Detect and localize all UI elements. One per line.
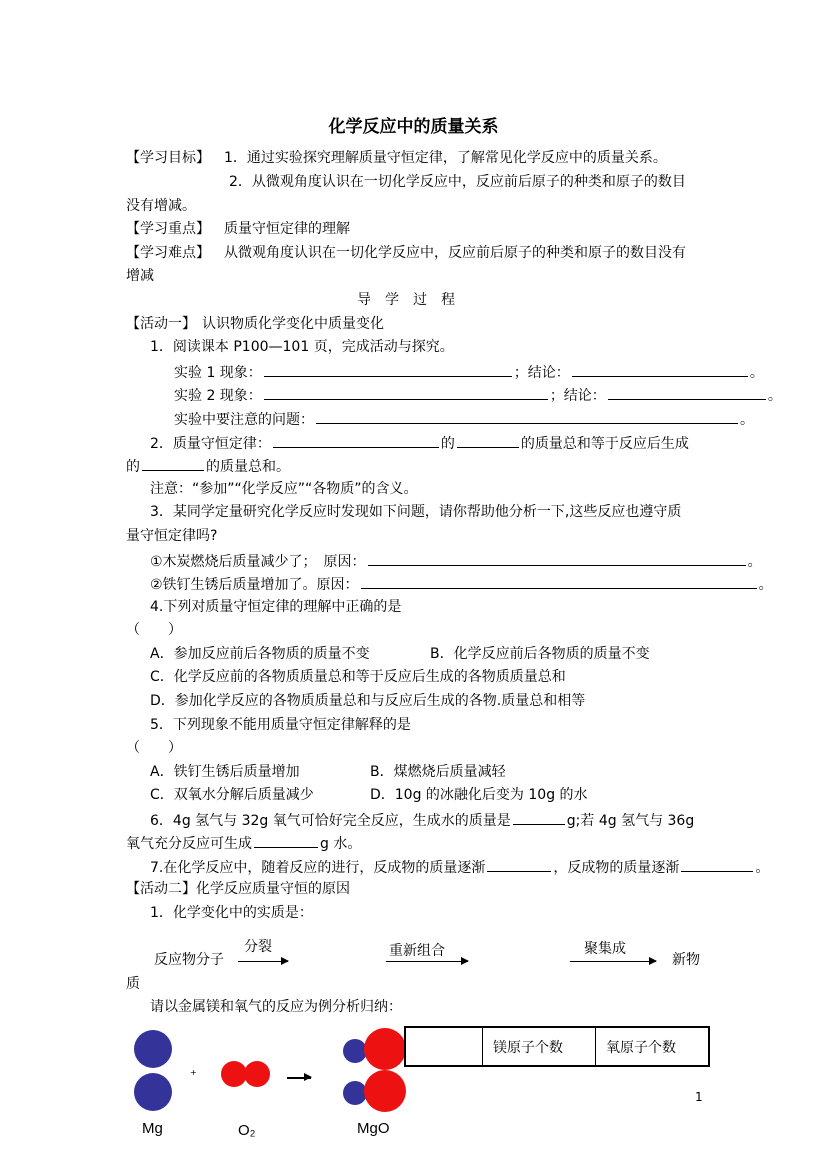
mg-atom-1: [134, 1030, 172, 1068]
mg-atom-2: [134, 1073, 172, 1111]
goals-item-2a: 2．从微观角度认识在一切化学反应中，反应前后原子的种类和原子的数目: [229, 174, 686, 190]
q2-blank-1[interactable]: [273, 433, 439, 448]
exp2-line: [174, 385, 782, 405]
exp2-conclusion-label: ；结论：: [549, 388, 606, 404]
q7-blank-1[interactable]: [487, 857, 551, 872]
q6-text-d: g 水。: [320, 836, 362, 852]
flow-arrow-1: [238, 961, 288, 962]
q3-item-1: [150, 551, 762, 571]
table-cell-empty[interactable]: [405, 1027, 483, 1066]
flow-start: 反应物分子: [154, 952, 224, 968]
flow-recombine-label: 重新组合: [389, 943, 445, 959]
q6-text-b: g;若 4g 氢气与 36g: [566, 813, 695, 829]
q6-line-1: [150, 810, 694, 830]
q3-item-2: [150, 574, 773, 594]
mgo-label: MgO: [357, 1120, 390, 1137]
activity1-heading: [126, 315, 384, 333]
q2-text-e: 的质量总和。: [206, 459, 290, 475]
table-header-mg-count: 镁原子个数: [483, 1027, 596, 1066]
exp2-blank[interactable]: [264, 385, 548, 400]
mgo-o-atom-1: [364, 1028, 406, 1070]
period: 。: [758, 577, 773, 593]
exp-note-label: 实验中要注意的问题：: [174, 412, 314, 428]
exp2-label: 实验 2 现象：: [174, 388, 262, 404]
period: 。: [749, 365, 764, 381]
o2-label: O₂: [238, 1122, 256, 1139]
table-header-o-count: 氧原子个数: [596, 1027, 710, 1066]
difficulty-text-b: 增减: [126, 268, 154, 284]
exp1-label: 实验 1 现象：: [174, 365, 262, 381]
activity1-q1: 1．阅读课本 P100—101 页，完成活动与探究。: [150, 339, 454, 355]
focus-label: 【学习重点】: [126, 221, 210, 237]
q7-text-b: ，反成物的质量逐渐: [553, 860, 680, 876]
q2-blank-3[interactable]: [142, 456, 204, 471]
activity2-heading: [126, 880, 350, 898]
q5-option-d[interactable]: D．10g 的冰融化后变为 10g 的水: [370, 787, 588, 803]
q3-item-2-blank[interactable]: [361, 574, 757, 589]
difficulty-label: 【学习难点】: [126, 245, 210, 261]
activity1-title: 认识物质化学变化中质量变化: [202, 316, 384, 332]
q3-item-1-text: ①木炭燃烧后质量减少了； 原因：: [150, 554, 366, 570]
o-atom-2: [244, 1061, 270, 1087]
difficulty-text-a: 从微观角度认识在一切化学反应中，反应前后原子的种类和原子的数目没有: [224, 245, 686, 261]
period: 。: [767, 388, 782, 404]
q7-text-c: 。: [755, 860, 770, 876]
q6-blank-2[interactable]: [254, 833, 318, 848]
page-title: 化学反应中的质量关系: [328, 117, 499, 137]
page-number: 1: [695, 1090, 703, 1104]
difficulty-line: [126, 244, 686, 262]
activity2-title: 化学反应质量守恒的原因: [196, 881, 350, 897]
q3-line-a: 3．某同学定量研究化学反应时发现如下问题，请你帮助他分析一下,这些反应也遵守质: [150, 504, 682, 520]
q7-line: [150, 857, 769, 877]
flow-arrow-2: [386, 961, 468, 962]
goals-line-1: [126, 149, 667, 167]
q2-text-c: 的质量总和等于反应后生成: [520, 436, 689, 452]
q7-text-a: 7.在化学反应中，随着反应的进行，反成物的质量逐渐: [150, 860, 486, 876]
q2-line-2: [126, 456, 290, 476]
q3-item-2-text: ②铁钉生锈后质量增加了。原因：: [150, 577, 359, 593]
q5-option-c[interactable]: C．双氧水分解后质量减少: [150, 787, 314, 803]
q6-line-2: [126, 833, 361, 853]
flow-end-b: 质: [126, 976, 140, 992]
q4-option-a[interactable]: A．参加反应前后各物质的质量不变: [150, 646, 370, 662]
q4-stem: 4.下列对质量守恒定律的理解中正确的是: [150, 599, 402, 615]
flow-gather-label: 聚集成: [584, 941, 626, 957]
mg-label: Mg: [142, 1120, 163, 1137]
q2-line: [150, 433, 689, 453]
activity2-q1: 1．化学变化中的实质是：: [150, 905, 313, 921]
period: 。: [740, 412, 754, 428]
reaction-arrow: [287, 1077, 311, 1079]
example-prompt: 请以金属镁和氧气的反应为例分析归纳：: [150, 999, 402, 1015]
period: 。: [747, 554, 762, 570]
exp1-conclusion-blank[interactable]: [572, 362, 748, 377]
goals-label: 【学习目标】: [126, 150, 210, 166]
q7-blank-2[interactable]: [681, 857, 753, 872]
activity2-label: 【活动二】: [126, 881, 196, 897]
exp2-conclusion-blank[interactable]: [608, 385, 766, 400]
q6-blank-1[interactable]: [513, 810, 565, 825]
flow-end-a: 新物: [672, 952, 700, 968]
flow-split-label: 分裂: [244, 939, 272, 955]
q2-text-d: 的: [126, 459, 140, 475]
q4-option-c[interactable]: C．化学反应前的各物质质量总和等于反应后生成的各物质质量总和: [150, 669, 566, 685]
q3-line-b: 量守恒定律吗?: [126, 528, 218, 544]
focus-text: 质量守恒定律的理解: [224, 221, 350, 237]
q4-option-d[interactable]: D．参加化学反应的各物质质量总和与反应后生成的各物.质量总和相等: [150, 693, 586, 709]
flow-arrow-3: [570, 961, 656, 962]
goals-item-2b: 没有增减。: [126, 198, 196, 214]
table-row: [405, 1027, 709, 1066]
exp1-line: [174, 362, 764, 382]
goals-item-1: 1．通过实验探究理解质量守恒定律，了解常见化学反应中的质量关系。: [224, 150, 667, 166]
atom-count-table: [404, 1026, 710, 1067]
exp-note-line: [174, 409, 754, 429]
focus-line: [126, 220, 350, 238]
q5-option-b[interactable]: B．煤燃烧后质量减轻: [370, 764, 506, 780]
notice-line: 注意：“参加”“化学反应”“各物质”的含义。: [150, 481, 418, 497]
q3-item-1-blank[interactable]: [368, 551, 746, 566]
guide-heading: 导 学 过 程: [357, 292, 455, 308]
q5-option-a[interactable]: A．铁钉生锈后质量增加: [150, 764, 300, 780]
exp1-blank[interactable]: [264, 362, 512, 377]
plus-sign: +: [190, 1068, 197, 1077]
exp1-conclusion-label: ；结论：: [513, 365, 570, 381]
q2-blank-2[interactable]: [457, 433, 519, 448]
q6-text-c: 氧气充分反应可生成: [126, 836, 252, 852]
q6-text-a: 6．4g 氢气与 32g 氧气可恰好完全反应，生成水的质量是: [150, 813, 511, 829]
q5-stem: 5．下列现象不能用质量守恒定律解释的是: [150, 717, 411, 733]
q4-option-b[interactable]: B．化学反应前后各物质的质量不变: [430, 646, 650, 662]
q2-text-a: 2．质量守恒定律：: [150, 436, 271, 452]
q4-answer-paren[interactable]: （ ）: [126, 622, 182, 638]
exp-note-blank[interactable]: [316, 409, 738, 424]
q2-text-b: 的: [440, 436, 455, 452]
mgo-o-atom-2: [364, 1070, 406, 1112]
q5-answer-paren[interactable]: （ ）: [126, 740, 182, 756]
activity1-label: 【活动一】: [126, 316, 196, 332]
